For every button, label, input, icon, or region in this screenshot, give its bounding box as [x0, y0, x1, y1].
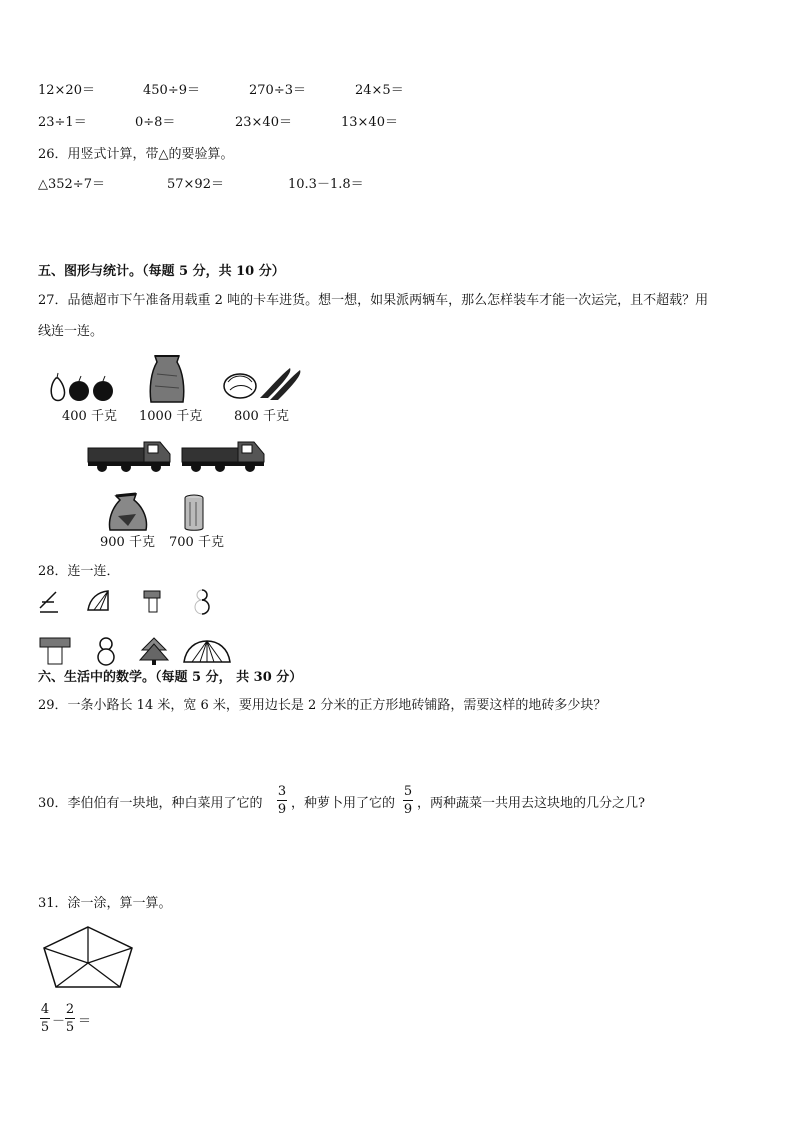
goods-label: 900 千克	[100, 535, 155, 550]
question-29-text: 29．一条小路长 14 米，宽 6 米，要用边长是 2 分米的正方形地砖铺路，需要这样的地砖多少块？	[38, 698, 607, 713]
umbrella-icon	[182, 638, 232, 666]
half-snowman-icon	[192, 588, 212, 616]
fruit-icon	[46, 372, 118, 404]
denominator: 5	[65, 1020, 75, 1035]
numerator: 5	[403, 784, 413, 799]
calc-item: 23÷1＝	[38, 115, 87, 130]
fraction	[40, 1003, 50, 1034]
section-5-title: 五、图形与统计。（每题 5 分，共 10 分）	[38, 264, 285, 279]
vegetable-icon	[220, 362, 304, 402]
fraction	[277, 785, 287, 816]
half-umbrella-icon	[86, 588, 112, 614]
denominator: 9	[277, 802, 287, 817]
calc-item: 24×5＝	[355, 83, 404, 98]
truck-icon	[86, 436, 174, 474]
fraction	[403, 785, 413, 816]
question-28-title: 28．连一连．	[38, 564, 120, 579]
goods-label: 800 千克	[234, 409, 289, 424]
barrel-icon	[182, 494, 206, 532]
calc-item: 57×92＝	[167, 177, 224, 192]
calc-item: 270÷3＝	[249, 83, 306, 98]
denominator: 9	[403, 802, 413, 817]
minus-sign: －	[52, 1014, 66, 1029]
house-icon	[38, 636, 72, 666]
denominator: 5	[40, 1020, 50, 1035]
calc-item: △352÷7＝	[38, 177, 105, 192]
section-6-title: 六、生活中的数学。（每题 5 分， 共 30 分）	[38, 670, 303, 685]
question-30-part1: 30．李伯伯有一块地，种白菜用了它的	[38, 796, 263, 811]
numerator: 2	[65, 1002, 75, 1017]
snowman-icon	[94, 636, 118, 666]
half-house-icon	[142, 588, 164, 616]
question-31-title: 31．涂一涂，算一算。	[38, 896, 172, 911]
calc-item: 13×40＝	[341, 115, 398, 130]
bag-icon	[106, 490, 150, 532]
question-27-line2: 线连一连。	[38, 324, 104, 339]
truck-icon	[180, 436, 268, 474]
fraction	[65, 1003, 75, 1034]
half-shape-icon	[38, 588, 62, 614]
pentagon-icon	[40, 924, 136, 990]
goods-label: 400 千克	[62, 409, 117, 424]
calc-item: 10.3－1.8＝	[288, 177, 364, 192]
tree-icon	[138, 636, 170, 666]
sack-icon	[147, 352, 187, 404]
equals-sign: ＝	[78, 1014, 92, 1029]
calc-item: 12×20＝	[38, 83, 95, 98]
numerator: 3	[277, 784, 287, 799]
question-30-part2: ，种萝卜用了它的	[291, 796, 396, 811]
goods-label: 1000 千克	[139, 409, 203, 424]
calc-item: 450÷9＝	[143, 83, 200, 98]
question-26-title: 26．用竖式计算，带△的要验算。	[38, 147, 234, 162]
calc-item: 23×40＝	[235, 115, 292, 130]
question-30-part3: ，两种蔬菜一共用去这块地的几分之几?	[417, 796, 645, 811]
calc-item: 0÷8＝	[135, 115, 176, 130]
question-27-line1: 27．品德超市下午准备用载重 2 吨的卡车进货。想一想，如果派两辆车，那么怎样装车才能一次运完，且不超载？用	[38, 293, 709, 308]
numerator: 4	[40, 1002, 50, 1017]
goods-label: 700 千克	[169, 535, 224, 550]
